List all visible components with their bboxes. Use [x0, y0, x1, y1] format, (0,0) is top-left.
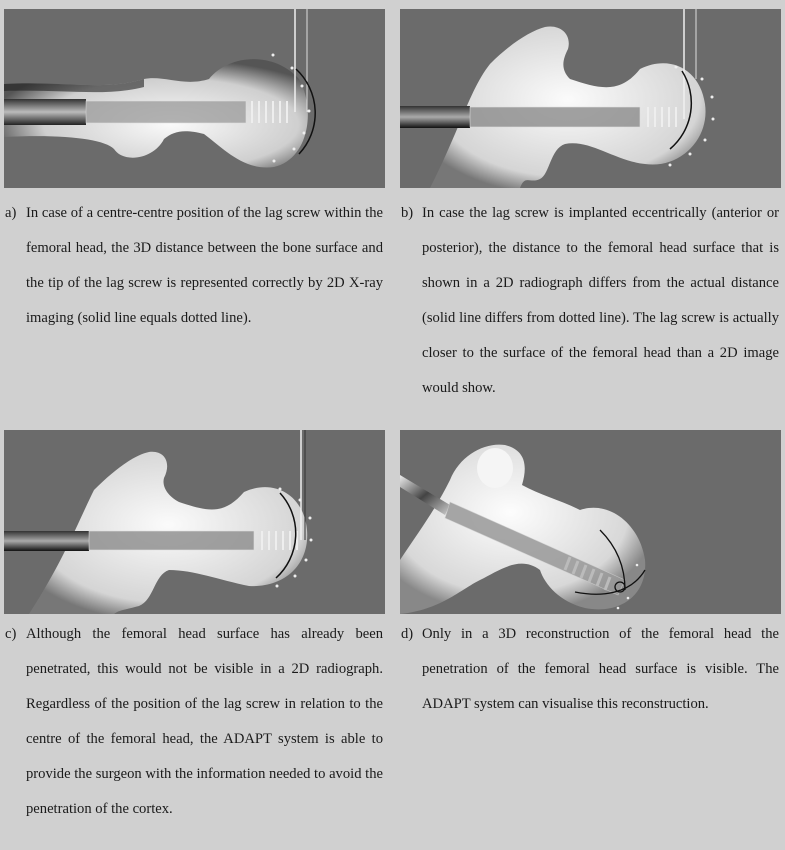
caption-text: In case of a centre-centre position of the lag screw within the femoral head, the 3D distance between the bone surface and the tip of the lag screw is represented correctly by 2D X-ray imaging (solid line equals dotted line).: [26, 205, 383, 326]
femur-ap-eccentric-render: [400, 9, 781, 188]
femur-3d-reconstruction-render: [400, 430, 781, 614]
caption-d: [401, 617, 779, 722]
figure-panel-c: [4, 430, 385, 614]
femur-ap-penetration-render: [4, 430, 385, 614]
figure-panel-b: [400, 9, 781, 188]
caption-label: a): [5, 205, 17, 221]
caption-label: c): [5, 626, 17, 642]
caption-text: In case the lag screw is implanted eccentrically (anterior or posterior), the distance to the femoral head surface that is shown in a 2D radiograph differs from the actual distance (solid line differs from dotted line). The lag screw is actually closer to the surface of the femoral head than a 2D image would show.: [422, 205, 779, 396]
caption-c: [5, 617, 383, 827]
figure-panel-d: [400, 430, 781, 614]
figure-panel-a: [4, 9, 385, 188]
caption-text: Only in a 3D reconstruction of the femoral head the penetration of the femoral head surface is visible. The ADAPT system can visualise this reconstruction.: [422, 626, 779, 712]
caption-b: [401, 196, 779, 406]
caption-a: [5, 196, 383, 336]
caption-text: Although the femoral head surface has already been penetrated, this would not be visible in a 2D radiograph. Regardless of the position of the lag screw in relation to the centre of the femoral head, the ADAPT system is able to provide the surgeon with the information needed to avoid the penetration of the cortex.: [26, 626, 383, 817]
femur-lateral-render: [4, 9, 385, 188]
caption-label: d): [401, 626, 414, 642]
caption-label: b): [401, 205, 414, 221]
